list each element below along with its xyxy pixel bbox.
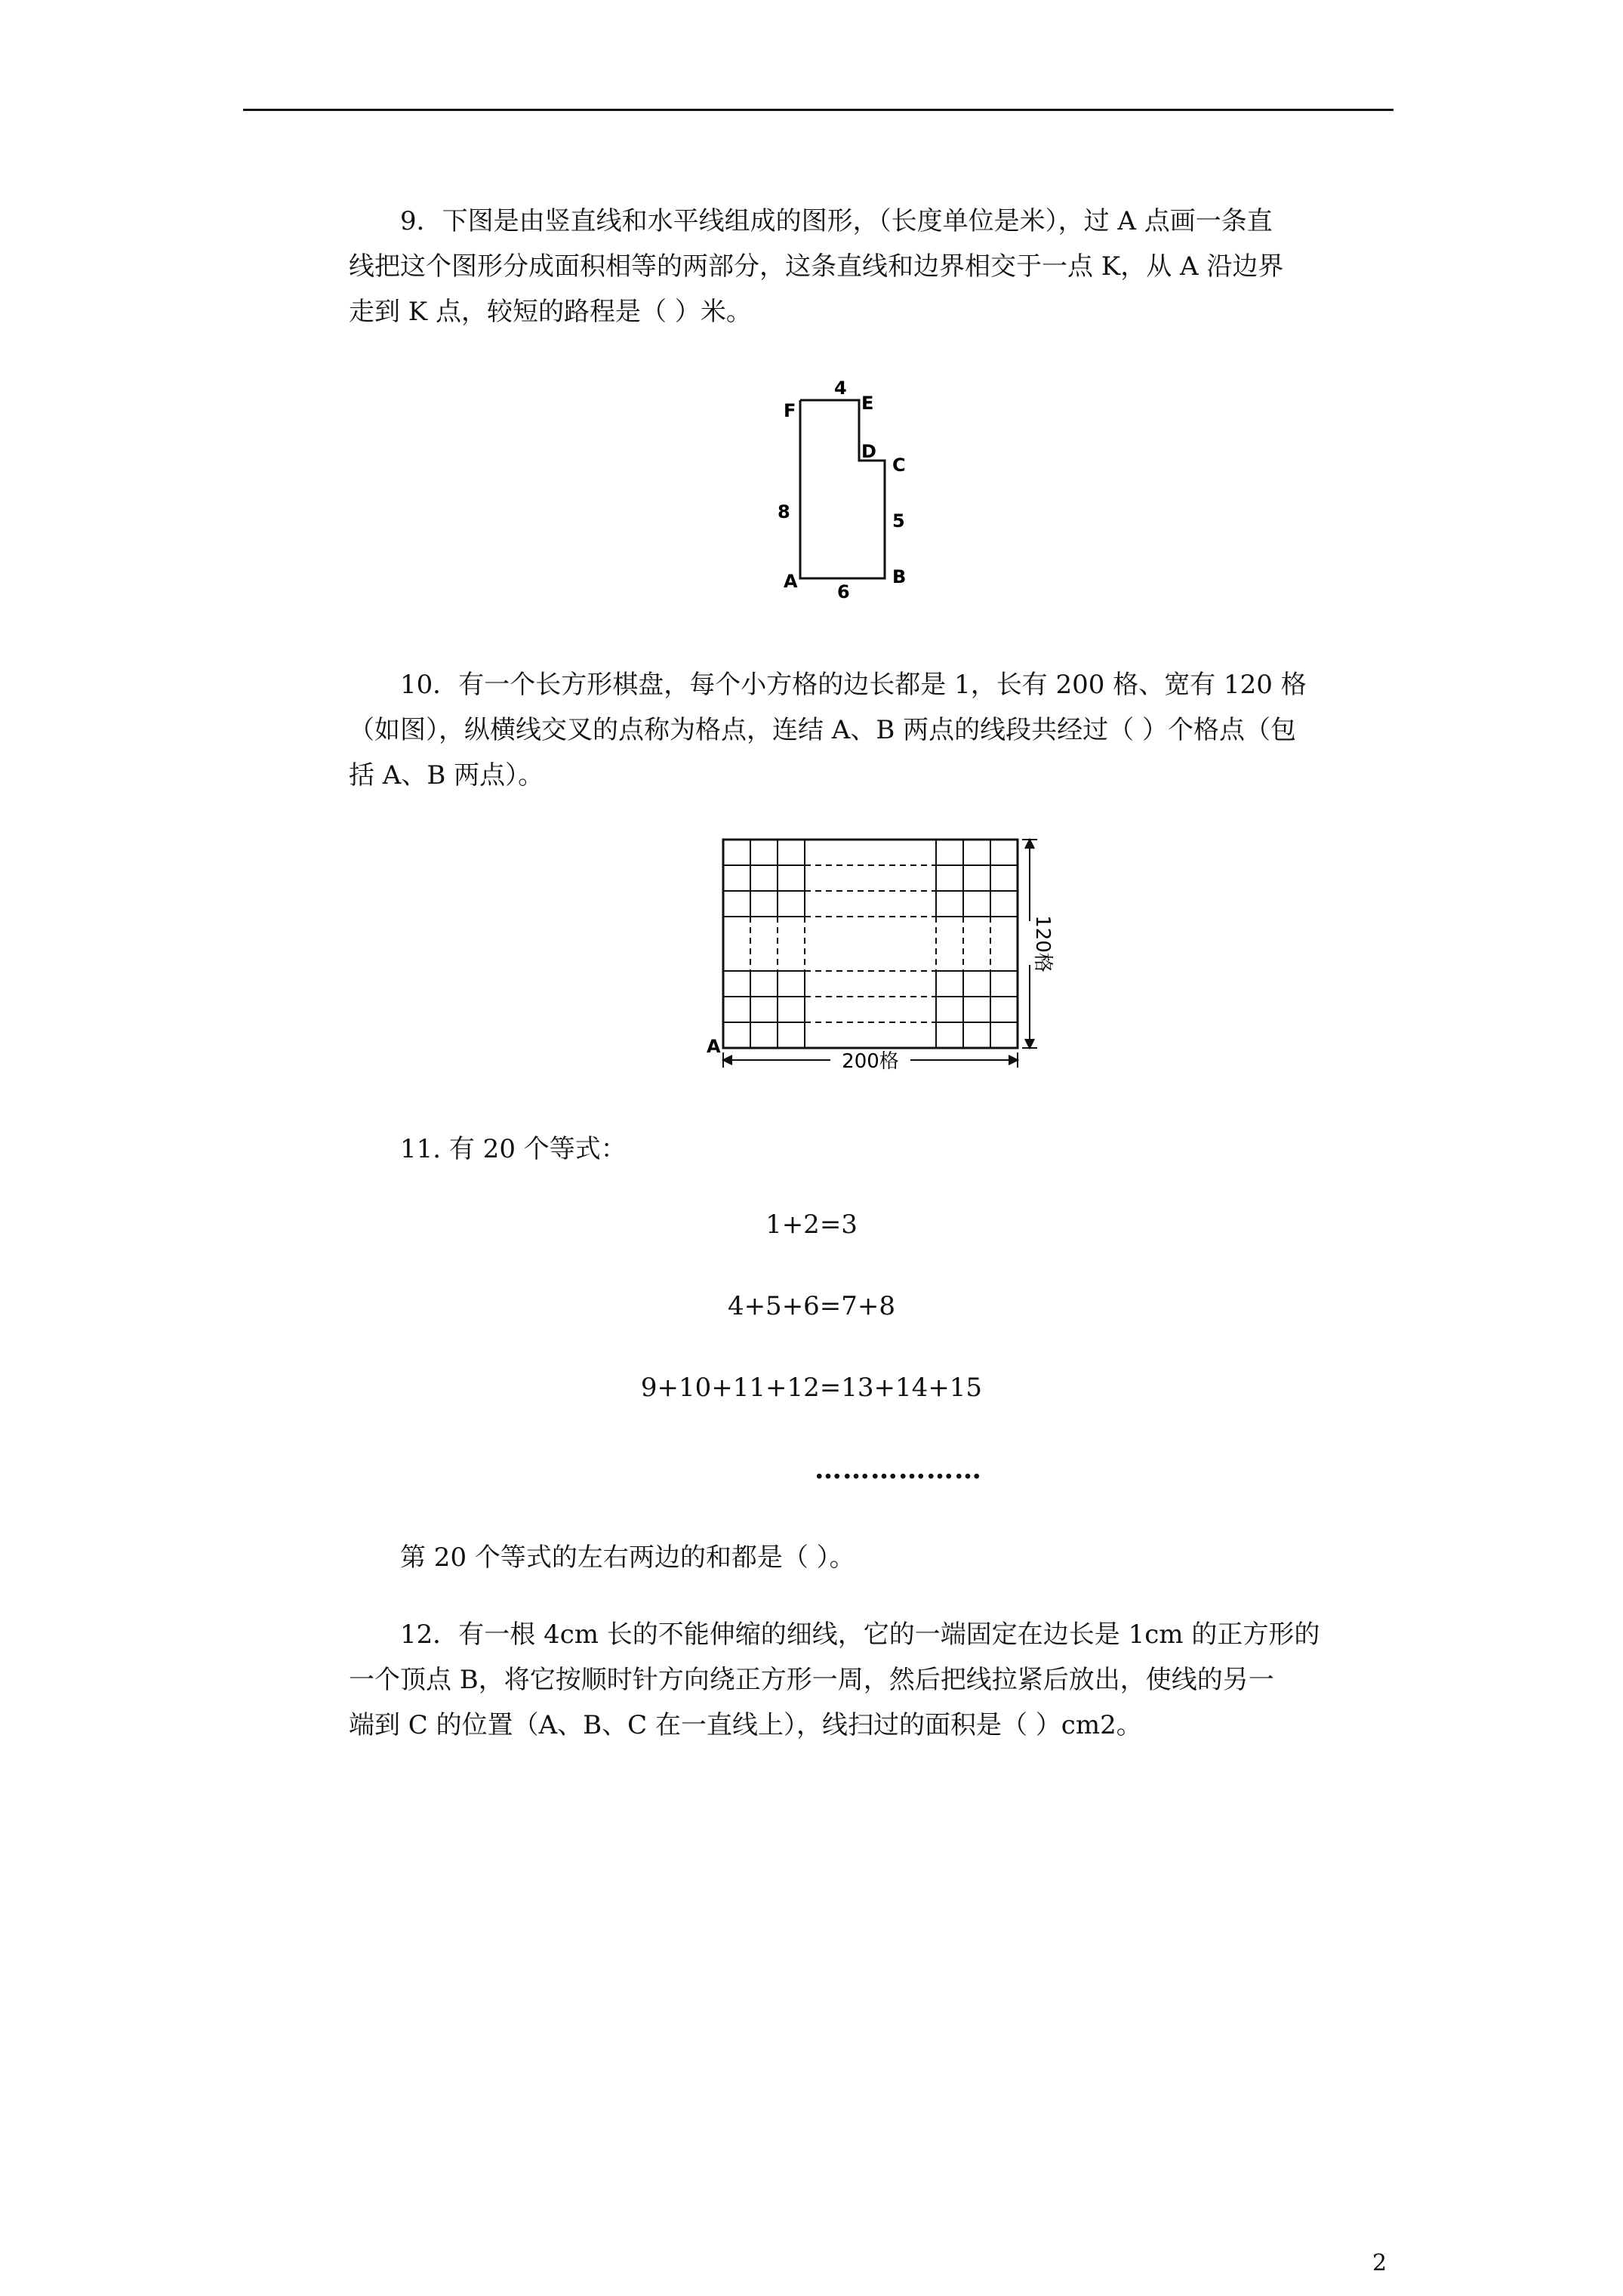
q10-chessboard-figure [694, 831, 1072, 1087]
q9-label-E: E [861, 393, 874, 414]
q10-width-label: 200格 [842, 1050, 899, 1073]
q11-equation-1: 1+2=3 [765, 1210, 858, 1240]
header-rule [243, 109, 1394, 111]
q9-label-top-length: 4 [834, 378, 847, 399]
q11-ellipsis: ……………… [815, 1453, 982, 1485]
q11-equation-3: 9+10+11+12=13+14+15 [640, 1373, 983, 1403]
q11-question [349, 1535, 1394, 1580]
q12-line-1: 12．有一根 4cm 长的不能伸缩的细线，它的一端固定在边长是 1cm 的正方形的 [400, 1620, 1320, 1650]
question-11 [349, 1126, 1394, 1172]
grid-dashed-vertical [723, 917, 1018, 971]
grid-block-top-left [723, 840, 805, 917]
q9-line-1: 9．下图是由竖直线和水平线组成的图形，（长度单位是米），过 A 点画一条直 [400, 206, 1273, 236]
q9-label-F: F [784, 400, 796, 421]
q10-line-2: （如图），纵横线交叉的点称为格点，连结 A、B 两点的线段共经过（ ）个格点（包 [349, 715, 1296, 745]
grid-block-bottom-left [723, 971, 805, 1048]
question-9 [349, 199, 1394, 334]
q11-equation-2: 4+5+6=7+8 [727, 1291, 896, 1321]
q9-label-bottom-length: 6 [837, 581, 850, 603]
q9-label-left-length: 8 [778, 501, 790, 522]
q9-line-3: 走到 K 点，较短的路程是（ ）米。 [349, 297, 752, 327]
q9-shape-outline [800, 400, 885, 578]
q11-intro: 11. 有 20 个等式： [400, 1134, 627, 1164]
q10-label-A: A [707, 1036, 721, 1057]
question-12 [349, 1612, 1394, 1748]
q9-label-A: A [784, 571, 798, 592]
q9-label-B: B [892, 566, 907, 587]
q12-line-3: 端到 C 的位置（A、B、C 在一直线上），线扫过的面积是（ ）cm2。 [349, 1710, 1142, 1740]
q10-line-1: 10．有一个长方形棋盘，每个小方格的边长都是 1，长有 200 格、宽有 120 格 [400, 670, 1307, 700]
question-10 [349, 662, 1394, 798]
page-number: 2 [1372, 2250, 1387, 2276]
grid-dashed-horizontal [805, 840, 936, 1048]
q10-height-label: 120格 [1031, 915, 1054, 972]
q9-figure [762, 378, 989, 604]
q11-question-text: 第 20 个等式的左右两边的和都是（ ）。 [400, 1542, 855, 1573]
q9-label-C: C [892, 455, 906, 476]
q9-label-D: D [861, 441, 876, 462]
grid-block-top-right [936, 840, 1018, 917]
q12-line-2: 一个顶点 B，将它按顺时针方向绕正方形一周，然后把线拉紧后放出，使线的另一 [349, 1665, 1274, 1695]
q10-line-3: 括 A、B 两点）。 [349, 760, 544, 791]
grid-block-bottom-right [936, 971, 1018, 1048]
q9-label-right-length: 5 [892, 510, 905, 532]
q9-line-2: 线把这个图形分成面积相等的两部分，这条直线和边界相交于一点 K，从 A 沿边界 [349, 251, 1284, 282]
